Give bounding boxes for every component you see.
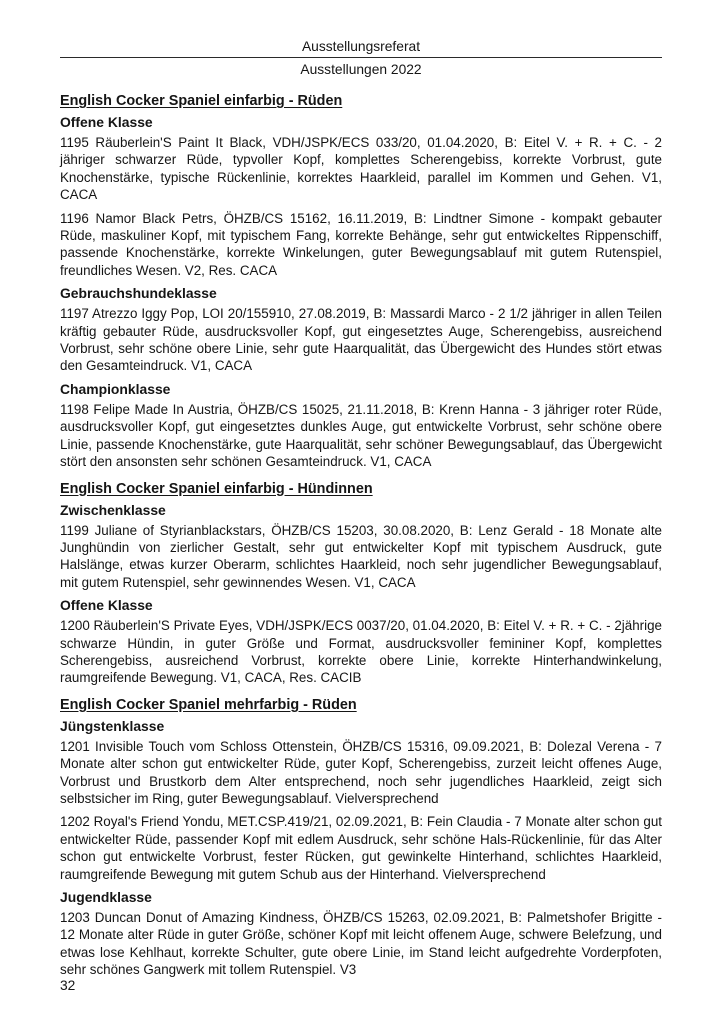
class-heading: Offene Klasse (60, 114, 153, 130)
page-header (60, 38, 662, 78)
class-heading: Gebrauchshundeklasse (60, 285, 217, 302)
class-heading: Zwischenklasse (60, 501, 166, 518)
header-title: Ausstellungsreferat (301, 39, 421, 54)
class-heading: Jüngstenklasse (60, 717, 165, 734)
entry-paragraph: 1201 Invisible Touch vom Schloss Ottenstein, ÖHZB/CS 15316, 09.09.2021, B: Dolezal Verena - 7 Monate alter schon gut entwickelter Rüde, guter Kopf, Scherengebiss, zurzeit leicht offenes Auge, Vorbrust und Brustkorb dem Alter entsprechend, noch sehr jugendliches Haarkleid, zeigt sich selbstsicher im Ring, guter Bewegungsablauf. Vielversprechend (60, 738, 662, 806)
class-heading: Championklasse (60, 380, 171, 397)
entry-paragraph: 1200 Räuberlein'S Private Eyes, VDH/JSPK/ECS 0037/20, 01.04.2020, B: Eitel V. + R. + C. - 2jährige schwarze Hündin, in guter Größe und Format, ausdrucksvoller femininer Kopf, komplettes Scherengebiss, ausreichend Vorbrust, korrekte obere Linie, korrekte Hinterhandwinkelung, raumgreifende Bewegung. V1, CACA, Res. CACIB (60, 618, 662, 686)
entry-paragraph: 1203 Duncan Donut of Amazing Kindness, ÖHZB/CS 15263, 02.09.2021, B: Palmetshofer Brigitte - 12 Monate alter Rüde in guter Größe, schöner Kopf mit leicht offenem Auge, schwere Belefzung, und etwas lose Kehlhaut, korrekte Schulter, gute obere Linie, im Stand leicht aufgedrehte Vorderpfoten, sehr schönes Gangwerk mit tollem Rutenspiel. V3 (60, 910, 662, 978)
header-subtitle: Ausstellungen 2022 (300, 62, 422, 77)
class-heading: Jugendklasse (60, 889, 152, 905)
page-footer (60, 978, 75, 993)
entry-paragraph: 1197 Atrezzo Iggy Pop, LOI 20/155910, 27.08.2019, B: Massardi Marco - 2 1/2 jähriger in allen Teilen kräftig gebauter Rüde, ausdrucksvoller Kopf, gut eingesetztes Auge, Scherengebiss, ausreichend Vorbrust, sehr schöne obere Linie, sehr gute Haarqualität, das Übergewicht des Hundes stört etwas den Gesamteindruck. V1, CACA (60, 306, 662, 374)
breed-heading: English Cocker Spaniel einfarbig - Hündinnen (60, 480, 373, 497)
document-body (60, 93, 662, 979)
entry-paragraph: 1198 Felipe Made In Austria, ÖHZB/CS 15025, 21.11.2018, B: Krenn Hanna - 3 jähriger roter Rüde, ausdrucksvoller Kopf, gut eingesetztes dunkles Auge, gut entwickelte Vorbrust, sehr schöne obere Linie, passende Knochenstärke, gute Haarqualität, sehr schöner Bewegungsablauf, das Übergewicht stört den ansonsten sehr schönen Gesamteindruck. V1, CACA (60, 401, 662, 470)
breed-heading: English Cocker Spaniel mehrfarbig - Rüden (60, 696, 357, 713)
entry-paragraph: 1195 Räuberlein'S Paint It Black, VDH/JSPK/ECS 033/20, 01.04.2020, B: Eitel V. + R. + C. - 2 jähriger schwarzer Rüde, typvoller Kopf, komplettes Scherengebiss, korrekte Vorbrust, gute Knochenstärke, typische Rückenlinie, korrektes Haarkleid, parallel im Kommen und Gehen. V1, CACA (60, 135, 662, 203)
breed-heading: English Cocker Spaniel einfarbig - Rüden (60, 93, 343, 109)
class-heading: Offene Klasse (60, 597, 153, 614)
header-rule (60, 57, 662, 58)
entry-paragraph: 1202 Royal's Friend Yondu, MET.CSP.419/21, 02.09.2021, B: Fein Claudia - 7 Monate alter schon gut entwickelter Rüde, passender Kopf mit edlem Ausdruck, sehr schöne Hals-Rückenlinie, für das Alter schon gut entwickelte Vorbrust, fester Rücken, gut gewinkelte Hinterhand, schlichtes Haarkleid, raumgreifende Bewegung mit gutem Schub aus der Hinterhand. Vielversprechend (60, 814, 662, 882)
page-number: 32 (60, 978, 76, 993)
entry-paragraph: 1199 Juliane of Styrianblackstars, ÖHZB/CS 15203, 30.08.2020, B: Lenz Gerald - 18 Monate alte Junghündin von zierlicher Gestalt, sehr gut entwickelter Kopf mit typischem Ausdruck, gute Halslänge, etwas kurzer Oberarm, schlichtes Haarkleid, noch sehr jugendlicher Bewegungsablauf, mit gutem Rutenspiel, sehr gewinnendes Wesen. V1, CACA (60, 522, 662, 590)
entry-paragraph: 1196 Namor Black Petrs, ÖHZB/CS 15162, 16.11.2019, B: Lindtner Simone - kompakt gebauter Rüde, maskuliner Kopf, mit typischem Fang, korrekte Behänge, sehr gut entwickeltes Rippenschiff, passende Knochenstärke, korrekte Winkelungen, guter Bewegungsablauf mit gutem Rutenspiel, freundliches Wesen. V2, Res. CACA (60, 210, 662, 278)
